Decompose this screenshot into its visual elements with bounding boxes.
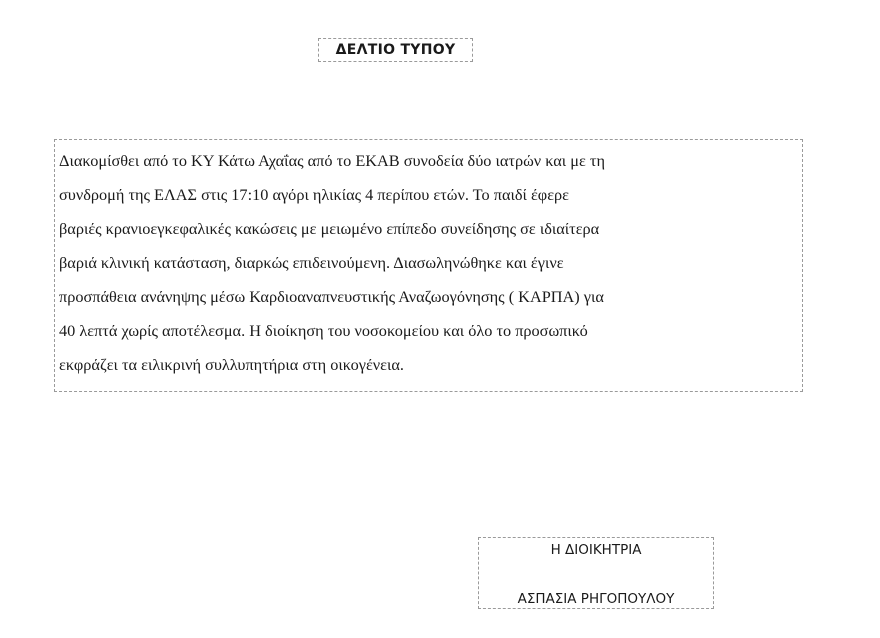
body-line: συνδρομή της ΕΛΑΣ στις 17:10 αγόρι ηλικίας 4 περίπου ετών. Το παιδί έφερε xyxy=(59,185,570,204)
body-line: βαριές κρανιοεγκεφαλικές κακώσεις με μειωμένο επίπεδο συνείδησης σε ιδιαίτερα xyxy=(59,219,600,238)
press-release-body xyxy=(54,139,803,392)
signature-block xyxy=(478,537,714,609)
body-line: προσπάθεια ανάνηψης μέσω Καρδιοαναπνευστικής Αναζωογόνησης ( ΚΑΡΠΑ) για xyxy=(59,287,604,306)
body-line: 40 λεπτά χωρίς αποτέλεσμα. Η διοίκηση του νοσοκομείου και όλο το προσωπικό xyxy=(59,321,588,340)
body-line: βαριά κλινική κατάσταση, διαρκώς επιδεινούμενη. Διασωληνώθηκε και έγινε xyxy=(59,253,564,272)
body-line: Διακομίσθει από το ΚΥ Κάτω Αχαΐας από το ΕΚΑΒ συνοδεία δύο ιατρών και με τη xyxy=(59,151,605,170)
signature-name: ΑΣΠΑΣΙΑ ΡΗΓΟΠΟΥΛΟΥ xyxy=(517,591,675,607)
body-line: εκφράζει τα ειλικρινή συλλυπητήρια στη οικογένεια. xyxy=(59,355,404,374)
press-release-title: ΔΕΛΤΙΟ ΤΥΠΟΥ xyxy=(318,38,473,62)
signature-role: Η ΔΙΟΙΚΗΤΡΙΑ xyxy=(550,542,642,558)
